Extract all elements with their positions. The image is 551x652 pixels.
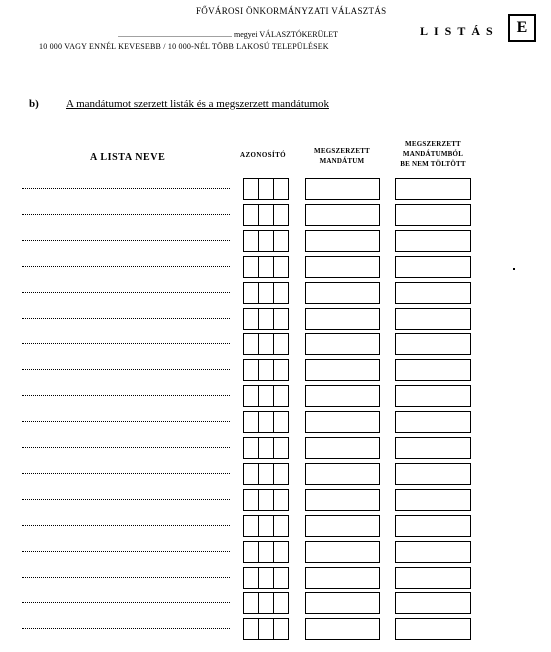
vacant-mandates-field[interactable] bbox=[395, 567, 471, 589]
id-digit-cell[interactable] bbox=[244, 568, 259, 588]
id-digit-cell[interactable] bbox=[274, 568, 288, 588]
form-type-label: LISTÁS bbox=[420, 24, 499, 38]
id-digit-cell[interactable] bbox=[244, 334, 259, 354]
id-digit-cell[interactable] bbox=[244, 179, 259, 199]
id-digit-cell[interactable] bbox=[259, 516, 274, 536]
table-row bbox=[0, 463, 551, 489]
vacant-mandates-field[interactable] bbox=[395, 385, 471, 407]
id-digit-cell[interactable] bbox=[274, 386, 288, 406]
id-digit-cell[interactable] bbox=[259, 412, 274, 432]
id-digit-cell[interactable] bbox=[244, 490, 259, 510]
won-mandates-field[interactable] bbox=[305, 230, 380, 252]
id-digit-cell[interactable] bbox=[244, 360, 259, 380]
won-mandates-field[interactable] bbox=[305, 282, 380, 304]
vacant-mandates-field[interactable] bbox=[395, 437, 471, 459]
id-digit-cell[interactable] bbox=[244, 309, 259, 329]
table-row bbox=[0, 359, 551, 385]
table-row bbox=[0, 437, 551, 463]
id-field[interactable] bbox=[243, 411, 289, 433]
id-digit-cell[interactable] bbox=[259, 593, 274, 613]
won-mandates-field[interactable] bbox=[305, 385, 380, 407]
id-digit-cell[interactable] bbox=[274, 593, 288, 613]
id-field[interactable] bbox=[243, 385, 289, 407]
table-row bbox=[0, 592, 551, 618]
list-name-field[interactable] bbox=[22, 393, 230, 396]
list-name-field[interactable] bbox=[22, 238, 230, 241]
list-name-field[interactable] bbox=[22, 523, 230, 526]
form-letter-box: E bbox=[508, 14, 536, 42]
election-title: FŐVÁROSI ÖNKORMÁNYZATI VÁLASZTÁS bbox=[196, 6, 387, 16]
list-name-field[interactable] bbox=[22, 471, 230, 474]
list-name-field[interactable] bbox=[22, 316, 230, 319]
id-digit-cell[interactable] bbox=[259, 179, 274, 199]
column-header-won-line2: MANDÁTUM bbox=[319, 157, 365, 165]
won-mandates-field[interactable] bbox=[305, 411, 380, 433]
vacant-mandates-field[interactable] bbox=[395, 359, 471, 381]
won-mandates-field[interactable] bbox=[305, 567, 380, 589]
id-digit-cell[interactable] bbox=[259, 257, 274, 277]
won-mandates-field[interactable] bbox=[305, 204, 380, 226]
won-mandates-field[interactable] bbox=[305, 308, 380, 330]
column-header-vacant-line3: BE NEM TÖLTÖTT bbox=[400, 160, 466, 168]
id-digit-cell[interactable] bbox=[244, 257, 259, 277]
won-mandates-field[interactable] bbox=[305, 515, 380, 537]
table-row bbox=[0, 308, 551, 334]
column-header-list-name: A LISTA NEVE bbox=[90, 152, 166, 163]
column-header-vacant-line1: MEGSZERZETT bbox=[405, 140, 461, 148]
table-row bbox=[0, 178, 551, 204]
id-digit-cell[interactable] bbox=[259, 334, 274, 354]
id-field[interactable] bbox=[243, 463, 289, 485]
vacant-mandates-field[interactable] bbox=[395, 256, 471, 278]
id-digit-cell[interactable] bbox=[259, 231, 274, 251]
vacant-mandates-field[interactable] bbox=[395, 282, 471, 304]
id-digit-cell[interactable] bbox=[244, 464, 259, 484]
id-digit-cell[interactable] bbox=[244, 619, 259, 639]
id-digit-cell[interactable] bbox=[274, 231, 288, 251]
won-mandates-field[interactable] bbox=[305, 359, 380, 381]
id-digit-cell[interactable] bbox=[274, 309, 288, 329]
id-field[interactable] bbox=[243, 204, 289, 226]
list-name-field[interactable] bbox=[22, 264, 230, 267]
id-digit-cell[interactable] bbox=[274, 619, 288, 639]
won-mandates-field[interactable] bbox=[305, 333, 380, 355]
id-digit-cell[interactable] bbox=[274, 464, 288, 484]
id-field[interactable] bbox=[243, 567, 289, 589]
vacant-mandates-field[interactable] bbox=[395, 411, 471, 433]
column-header-id: AZONOSÍTÓ bbox=[240, 151, 286, 159]
id-digit-cell[interactable] bbox=[244, 542, 259, 562]
vacant-mandates-field[interactable] bbox=[395, 541, 471, 563]
id-digit-cell[interactable] bbox=[244, 516, 259, 536]
id-digit-cell[interactable] bbox=[274, 283, 288, 303]
vacant-mandates-field[interactable] bbox=[395, 230, 471, 252]
id-digit-cell[interactable] bbox=[244, 438, 259, 458]
id-field[interactable] bbox=[243, 256, 289, 278]
vacant-mandates-field[interactable] bbox=[395, 463, 471, 485]
list-name-field[interactable] bbox=[22, 445, 230, 448]
id-digit-cell[interactable] bbox=[274, 516, 288, 536]
id-field[interactable] bbox=[243, 178, 289, 200]
list-name-field[interactable] bbox=[22, 212, 230, 215]
table-row bbox=[0, 411, 551, 437]
id-digit-cell[interactable] bbox=[244, 231, 259, 251]
id-field[interactable] bbox=[243, 489, 289, 511]
id-field[interactable] bbox=[243, 592, 289, 614]
vacant-mandates-field[interactable] bbox=[395, 204, 471, 226]
list-name-field[interactable] bbox=[22, 290, 230, 293]
won-mandates-field[interactable] bbox=[305, 489, 380, 511]
table-row bbox=[0, 256, 551, 282]
won-mandates-field[interactable] bbox=[305, 541, 380, 563]
id-digit-cell[interactable] bbox=[274, 179, 288, 199]
id-digit-cell[interactable] bbox=[259, 568, 274, 588]
population-line: 10 000 VAGY ENNÉL KEVESEBB / 10 000-NÉL TÖBB LAKOSÚ TELEPÜLÉSEK bbox=[39, 42, 329, 51]
list-name-field[interactable] bbox=[22, 549, 230, 552]
column-header-won-line1: MEGSZERZETT bbox=[314, 147, 370, 155]
table-row bbox=[0, 618, 551, 644]
id-digit-cell[interactable] bbox=[274, 360, 288, 380]
id-digit-cell[interactable] bbox=[244, 412, 259, 432]
id-digit-cell[interactable] bbox=[259, 386, 274, 406]
won-mandates-field[interactable] bbox=[305, 618, 380, 640]
id-field[interactable] bbox=[243, 618, 289, 640]
table-row bbox=[0, 230, 551, 256]
id-digit-cell[interactable] bbox=[244, 205, 259, 225]
list-name-field[interactable] bbox=[22, 419, 230, 422]
table-row bbox=[0, 489, 551, 515]
district-line: ......................................................... megyei VÁLASZTÓKERÜLET bbox=[118, 30, 339, 39]
id-field[interactable] bbox=[243, 515, 289, 537]
table-row bbox=[0, 515, 551, 541]
table-row bbox=[0, 385, 551, 411]
id-field[interactable] bbox=[243, 308, 289, 330]
vacant-mandates-field[interactable] bbox=[395, 618, 471, 640]
list-name-field[interactable] bbox=[22, 497, 230, 500]
column-header-vacant-line2: MANDÁTUMBÓL bbox=[402, 150, 464, 158]
id-field[interactable] bbox=[243, 230, 289, 252]
id-digit-cell[interactable] bbox=[259, 283, 274, 303]
id-digit-cell[interactable] bbox=[259, 438, 274, 458]
vacant-mandates-field[interactable] bbox=[395, 489, 471, 511]
section-letter: b) bbox=[29, 98, 39, 110]
won-mandates-field[interactable] bbox=[305, 437, 380, 459]
table-row bbox=[0, 567, 551, 593]
won-mandates-field[interactable] bbox=[305, 178, 380, 200]
id-digit-cell[interactable] bbox=[244, 593, 259, 613]
id-field[interactable] bbox=[243, 359, 289, 381]
list-name-field[interactable] bbox=[22, 600, 230, 603]
id-digit-cell[interactable] bbox=[274, 412, 288, 432]
id-digit-cell[interactable] bbox=[259, 542, 274, 562]
id-digit-cell[interactable] bbox=[274, 490, 288, 510]
id-digit-cell[interactable] bbox=[274, 205, 288, 225]
vacant-mandates-field[interactable] bbox=[395, 333, 471, 355]
won-mandates-field[interactable] bbox=[305, 592, 380, 614]
id-digit-cell[interactable] bbox=[259, 490, 274, 510]
section-title: A mandátumot szerzett listák és a megszerzett mandátumok bbox=[66, 98, 329, 110]
id-digit-cell[interactable] bbox=[274, 257, 288, 277]
vacant-mandates-field[interactable] bbox=[395, 515, 471, 537]
margin-mark bbox=[513, 268, 515, 270]
id-field[interactable] bbox=[243, 333, 289, 355]
vacant-mandates-field[interactable] bbox=[395, 178, 471, 200]
id-digit-cell[interactable] bbox=[274, 334, 288, 354]
id-digit-cell[interactable] bbox=[259, 619, 274, 639]
vacant-mandates-field[interactable] bbox=[395, 308, 471, 330]
table-row bbox=[0, 282, 551, 308]
list-name-field[interactable] bbox=[22, 626, 230, 629]
id-digit-cell[interactable] bbox=[274, 438, 288, 458]
id-field[interactable] bbox=[243, 282, 289, 304]
won-mandates-field[interactable] bbox=[305, 463, 380, 485]
column-header-won-mandates bbox=[300, 146, 384, 166]
id-digit-cell[interactable] bbox=[259, 205, 274, 225]
won-mandates-field[interactable] bbox=[305, 256, 380, 278]
vacant-mandates-field[interactable] bbox=[395, 592, 471, 614]
list-name-field[interactable] bbox=[22, 186, 230, 189]
table-row bbox=[0, 204, 551, 230]
column-header-vacant-mandates bbox=[390, 139, 476, 169]
id-digit-cell[interactable] bbox=[259, 309, 274, 329]
id-field[interactable] bbox=[243, 541, 289, 563]
list-name-field[interactable] bbox=[22, 367, 230, 370]
id-digit-cell[interactable] bbox=[274, 542, 288, 562]
id-digit-cell[interactable] bbox=[259, 464, 274, 484]
id-field[interactable] bbox=[243, 437, 289, 459]
list-name-field[interactable] bbox=[22, 575, 230, 578]
table-row bbox=[0, 333, 551, 359]
id-digit-cell[interactable] bbox=[259, 360, 274, 380]
id-digit-cell[interactable] bbox=[244, 283, 259, 303]
list-name-field[interactable] bbox=[22, 341, 230, 344]
id-digit-cell[interactable] bbox=[244, 386, 259, 406]
table-row bbox=[0, 541, 551, 567]
